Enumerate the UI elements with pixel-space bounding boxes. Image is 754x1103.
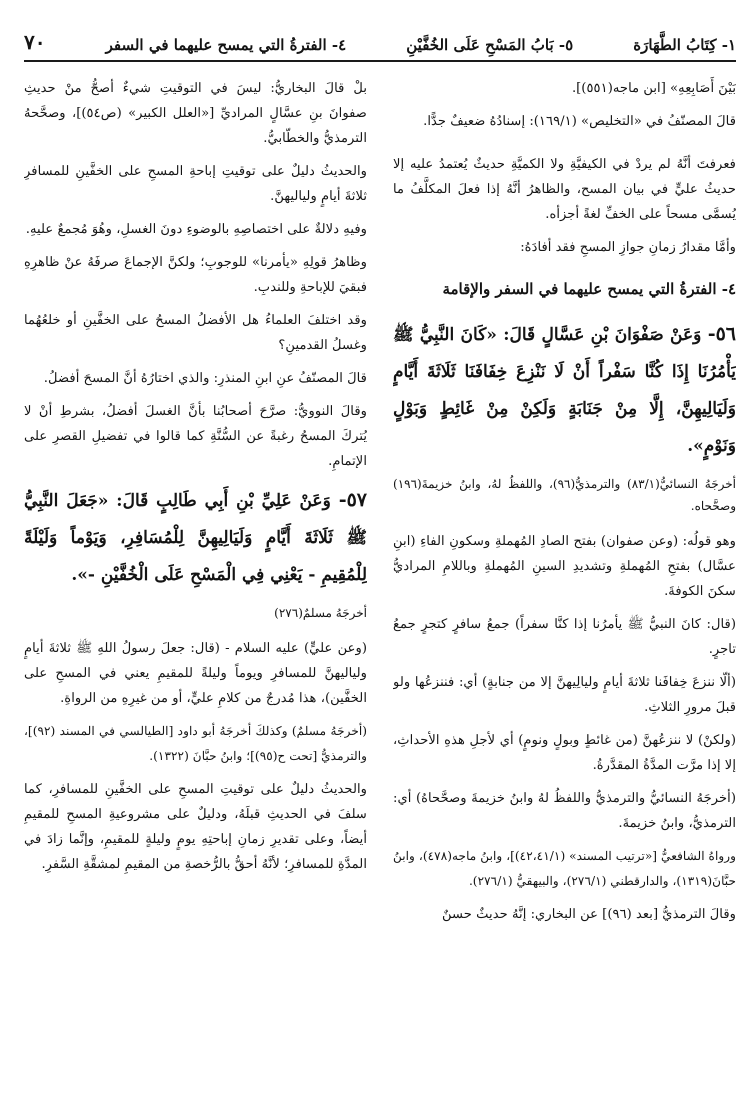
paragraph: وقالَ الترمذيُّ [بعد (٩٦)] عن البخاري: إنَّهُ حديثٌ حسنٌ (441, 907, 736, 922)
paragraph: (ولكنْ) لا ننزعُهنَّ (من غائطٍ وبولٍ ونومٍ) أي لأجلِ هذهِ الأحداثِ، إلا إذا مرَّت المدَّةُ المقدَّرةُ. (393, 733, 736, 773)
paragraph: (ألّا ننزعَ خِفافَنا ثلاثةَ أيامٍ وليالِيهنَّ إلا من جنابةٍ) أي: فننزعُها ولو قبلَ مرورِ الثلاثِ. (393, 675, 736, 715)
paragraph: والحديثُ دليلٌ على توقيتِ إباحةِ المسحِ على الخفَّينِ للمسافرِ ثلاثةَ أيامٍ ولياليهنَّ. (24, 164, 367, 204)
takhrij-note: أخرجَهُ مسلمٌ(٢٧٦) (274, 606, 367, 620)
paragraph: (أخرجَهُ النسائيُّ والترمذيُّ واللفظُ لهُ وابنُ خزيمةَ وصحَّحاهُ) أي: الترمذيُّ، وابنُ خزيمةَ. (393, 791, 736, 831)
paragraph: وقالَ النوويُّ: صرَّحَ أصحابُنا بأنَّ الغسلَ أفضلُ، بشرطِ أنْ لا يُتركَ المسحُ رغبةً عن السُّنَّةِ كما قالوا في تفضيلِ القصرِ على الإتمامِ. (24, 404, 367, 469)
paragraph: (قال: كانَ النبيُّ ﷺ يأمرُنا إذا كنَّا سفراً) جمعُ سافرٍ كتجرٍ جمعُ تاجرٍ. (393, 617, 736, 657)
hadith-text: وَعَنْ عَلِيِّ بْنِ أَبِي طَالِبٍ قَالَ: «جَعَلَ النَّبِيُّ ﷺ ثَلَاثَةَ أَيَّامٍ وَلَيَالِيهِنَّ لِلْمُسَافِرِ، وَيَوْماً وَلَيْلَةً لِلْمُقِيمِ - يَعْنِي فِي الْمَسْحِ عَلَى الْخُفَّيْنِ -». (24, 491, 367, 585)
hadith-block (393, 316, 736, 465)
book-page (24, 14, 736, 1094)
hadith-text: وَعَنْ صَفْوَانَ بْنِ عَسَّالٍ قَالَ: «كَانَ النَّبِيُّ ﷺ يَأْمُرُنَا إِذَا كُنَّا سَفْراً أَنْ لَا نَنْزِعَ خِفَافَنَا ثَلَاثَةَ أَيَّامٍ وَلَيَالِيهِنَّ، إِلَّا مِنْ جَنَابَةٍ وَلَكِنْ مِنْ غَائِطٍ وَبَوْلٍ وَنَوْمٍ». (393, 325, 736, 456)
paragraph: فعرفتَ أنَّهُ لم يردْ في الكيفيَّةِ ولا الكميَّةِ حديثٌ يُعتمدُ عليه إلا حديثُ عليٍّ في بيان المسح، والظاهرُ أنَّهُ إذا فعلَ المكلَّفُ ما يُسمَّى مسحاً على الخفِّ لغةً أجزأه. (393, 157, 736, 222)
paragraph: وهو قولُه: (وعن صفوان) بفتح الصادِ المُهملةِ وسكونِ الفاءِ (ابنِ عسَّال) بفتحِ المُهملةِ وتشديدِ السينِ المُهملةِ وباللامِ المراديُّ سكنَ الكوفةَ. (393, 534, 736, 599)
takhrij-note: أخرجَهُ النسائيُّ(٨٣/١) والترمذيُّ(٩٦)، واللفظُ لهُ، وابنُ خزيمةَ(١٩٦) وصحَّحاه. (393, 477, 736, 513)
paragraph: ورواهُ الشافعيُّ [«ترتيب المسند» (٤٢،٤١/١)]، وابنُ ماجه(٤٧٨)، وابنُ حبَّانَ(١٣١٩)، والدارقطني (٢٧٦/١)، والبيهقيُّ (٢٧٦/١). (393, 849, 736, 888)
paragraph: وفيهِ دلالةٌ على اختصاصِهِ بالوضوءِ دونَ الغسلِ، وهُوَ مُجمعٌ عليهِ. (25, 222, 367, 237)
paragraph: وقد اختلفَ العلماءُ هل الأفضلُ المسحُ على الخفَّينِ أو خلعُهُما وغسلُ القدمينِ؟ (24, 313, 367, 353)
page-number: ٧٠ (24, 30, 46, 54)
header-chapter: ١- كِتَابُ الطَّهَارَة (633, 36, 736, 54)
paragraph: وظاهرُ قولِهِ «يأمرنا» للوجوبِ؛ ولكنَّ الإجماعَ صرفَهُ عنْ ظاهرِهِ فبقيَ للإباحةِ وللندبِ. (24, 255, 367, 295)
paragraph: والحديثُ دليلٌ على توقيتِ المسحِ على الخفَّينِ للمسافرِ، كما سلفَ في الحديثِ قبلَهُ، ودليلٌ على مشروعيةِ المسحِ للمقيمِ أيضاً، وعلى تقديرِ زمانِ إباحتِهِ يومٍ وليلةٍ للمقيمِ، وإنَّما زادَ في المدَّةِ للمسافرِ؛ لأنَّهُ أحقُّ بالرُّخصةِ من المقيمِ لمشقَّةِ السَّفرِ. (24, 782, 367, 872)
paragraph: قالَ المصنّفُ عنِ ابنِ المنذرِ: والذي اختارُهُ أنَّ المسحَ أفضلُ. (43, 371, 367, 386)
paragraph: بَيْنَ أَصَابِعِهِ» [ابن ماجه(٥٥١)]. (571, 81, 736, 96)
paragraph: قالَ المصنّفُ في «التخليص» (١٦٩/١): إسنادُهُ ضعيفٌ جدًّا. (423, 114, 736, 129)
paragraph: بلْ قالَ البخاريُّ: ليسَ في التوقيتِ شيءٌ أصحُّ منْ حديثِ صفوانَ بنِ عسَّالٍ المراديِّ [«العلل الكبير» (ص٥٤)]، وصحَّحهُ الترمذيُّ والخطّابيُّ. (24, 81, 367, 146)
text-columns (24, 76, 736, 1086)
header-section: ٥- بَابُ المَسْحِ عَلَى الخُفَّيْنِ (406, 36, 574, 54)
paragraph: (وعن عليٍّ) عليه السلام - (قال: جعلَ رسولُ اللهِ ﷺ ثلاثةَ أيامٍ ولياليهنَّ للمسافرِ ويوماً وليلةً للمقيمِ يعني في المسحِ على الخفَّين)، هذا مُدرجٌ من كلامِ عليٍّ، أو من غيرِهِ من الرواةِ. (24, 641, 367, 706)
hadith-block (24, 482, 367, 594)
header-subsection: ٤- الفترةُ التي يمسح عليهما في السفر (105, 36, 347, 54)
right-column (393, 76, 736, 1086)
section-title: ٤- الفترةُ التي يمسح عليهما في السفر والإقامة (442, 280, 736, 298)
hadith-number: ٥٦- (707, 323, 736, 345)
left-column (24, 76, 367, 1086)
paragraph: (أخرجَهُ مسلمٌ) وكذلكَ أخرجَهُ أبو داود [الطيالسي في المسند (٩٢)]، والترمذيُّ [تحت ح(٩٥)]؛ وابنُ حبَّانَ (١٣٢٢). (24, 724, 367, 763)
spacer (393, 142, 736, 152)
hadith-number: ٥٧- (338, 489, 367, 511)
paragraph: وأمَّا مقدارُ زمانِ جوازِ المسحِ فقد أفادَهُ: (520, 240, 736, 255)
page-header (24, 24, 736, 62)
